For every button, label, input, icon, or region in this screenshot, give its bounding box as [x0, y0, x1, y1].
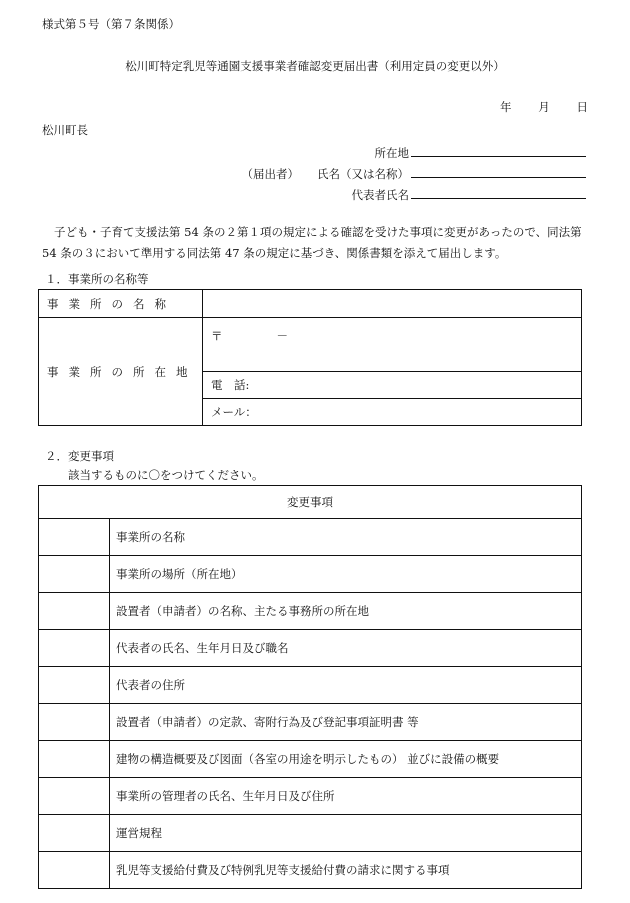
form-number: 様式第５号（第７条関係）	[42, 17, 180, 31]
change-item-row	[39, 593, 582, 630]
facility-name-field[interactable]	[203, 290, 582, 318]
document-title: 松川町特定乳児等通園支援事業者確認変更届出書（利用定員の変更以外）	[125, 59, 505, 73]
change-item-check[interactable]	[39, 519, 110, 556]
change-table-header-row	[39, 486, 582, 519]
location-field[interactable]	[411, 144, 586, 157]
body-paragraph: 子ども・子育て支援法第 54 条の２第１項の規定による確認を受けた事項に変更があったので、同法第 54 条の３において準用する同法第 47 条の規定に基づき、関係書類を添えて届出します。	[42, 225, 582, 260]
postal-dash: －	[276, 329, 288, 343]
name-row	[242, 165, 587, 182]
change-item-check[interactable]	[39, 704, 110, 741]
change-item-label: 設置者（申請者）の定款、寄附行為及び登記事項証明書 等	[110, 704, 582, 741]
change-item-label: 設置者（申請者）の名称、主たる事務所の所在地	[110, 593, 582, 630]
change-item-label: 代表者の住所	[110, 667, 582, 704]
representative-row	[352, 186, 587, 203]
postal-row	[39, 318, 582, 372]
change-item-check[interactable]	[39, 852, 110, 889]
change-item-row	[39, 815, 582, 852]
date-line	[500, 99, 588, 115]
email-label: メール：	[211, 405, 257, 419]
change-item-row	[39, 778, 582, 815]
postal-field[interactable]	[203, 318, 582, 372]
change-item-label: 代表者の氏名、生年月日及び職名	[110, 630, 582, 667]
representative-label: 代表者氏名	[351, 188, 409, 202]
change-item-label: 運営規程	[110, 815, 582, 852]
name-label: 氏名（又は名称）	[317, 167, 409, 181]
name-field[interactable]	[411, 165, 586, 178]
facility-name-label: 事業所の名称	[39, 290, 203, 318]
change-item-row	[39, 667, 582, 704]
facility-info-table	[38, 289, 582, 426]
location-row	[375, 144, 587, 161]
representative-field[interactable]	[411, 186, 586, 199]
change-item-check[interactable]	[39, 556, 110, 593]
change-item-row	[39, 630, 582, 667]
change-table-header: 変更事項	[39, 486, 582, 519]
month-label: 月	[538, 100, 550, 114]
change-item-row	[39, 852, 582, 889]
change-item-check[interactable]	[39, 667, 110, 704]
change-item-check[interactable]	[39, 593, 110, 630]
postal-mark: 〒	[211, 329, 223, 343]
change-item-row	[39, 704, 582, 741]
addressee: 松川町長	[42, 123, 88, 137]
facility-name-row	[39, 290, 582, 318]
change-item-label: 事業所の名称	[110, 519, 582, 556]
day-label: 日	[576, 100, 588, 114]
section2-heading: ２．変更事項	[45, 449, 114, 463]
change-item-label: 建物の構造概要及び図面（各室の用途を明示したもの） 並びに設備の概要	[110, 741, 582, 778]
change-item-label: 事業所の場所（所在地）	[110, 556, 582, 593]
notifier-label: （届出者）	[241, 167, 299, 181]
section1-heading: １．事業所の名称等	[45, 272, 149, 286]
phone-label: 電 話:	[211, 378, 250, 392]
change-item-row	[39, 556, 582, 593]
year-label: 年	[500, 100, 512, 114]
change-item-row	[39, 519, 582, 556]
change-item-check[interactable]	[39, 630, 110, 667]
change-items-table	[38, 485, 582, 889]
change-item-label: 乳児等支援給付費及び特例乳児等支援給付費の請求に関する事項	[110, 852, 582, 889]
phone-field[interactable]	[203, 372, 582, 399]
email-field[interactable]	[203, 399, 582, 426]
change-item-check[interactable]	[39, 778, 110, 815]
change-item-label: 事業所の管理者の氏名、生年月日及び住所	[110, 778, 582, 815]
change-item-check[interactable]	[39, 815, 110, 852]
section2-note: 該当するものに〇をつけてください。	[68, 468, 264, 482]
change-item-row	[39, 741, 582, 778]
facility-address-label: 事業所の所在地	[39, 318, 203, 426]
change-item-check[interactable]	[39, 741, 110, 778]
location-label: 所在地	[374, 146, 409, 160]
